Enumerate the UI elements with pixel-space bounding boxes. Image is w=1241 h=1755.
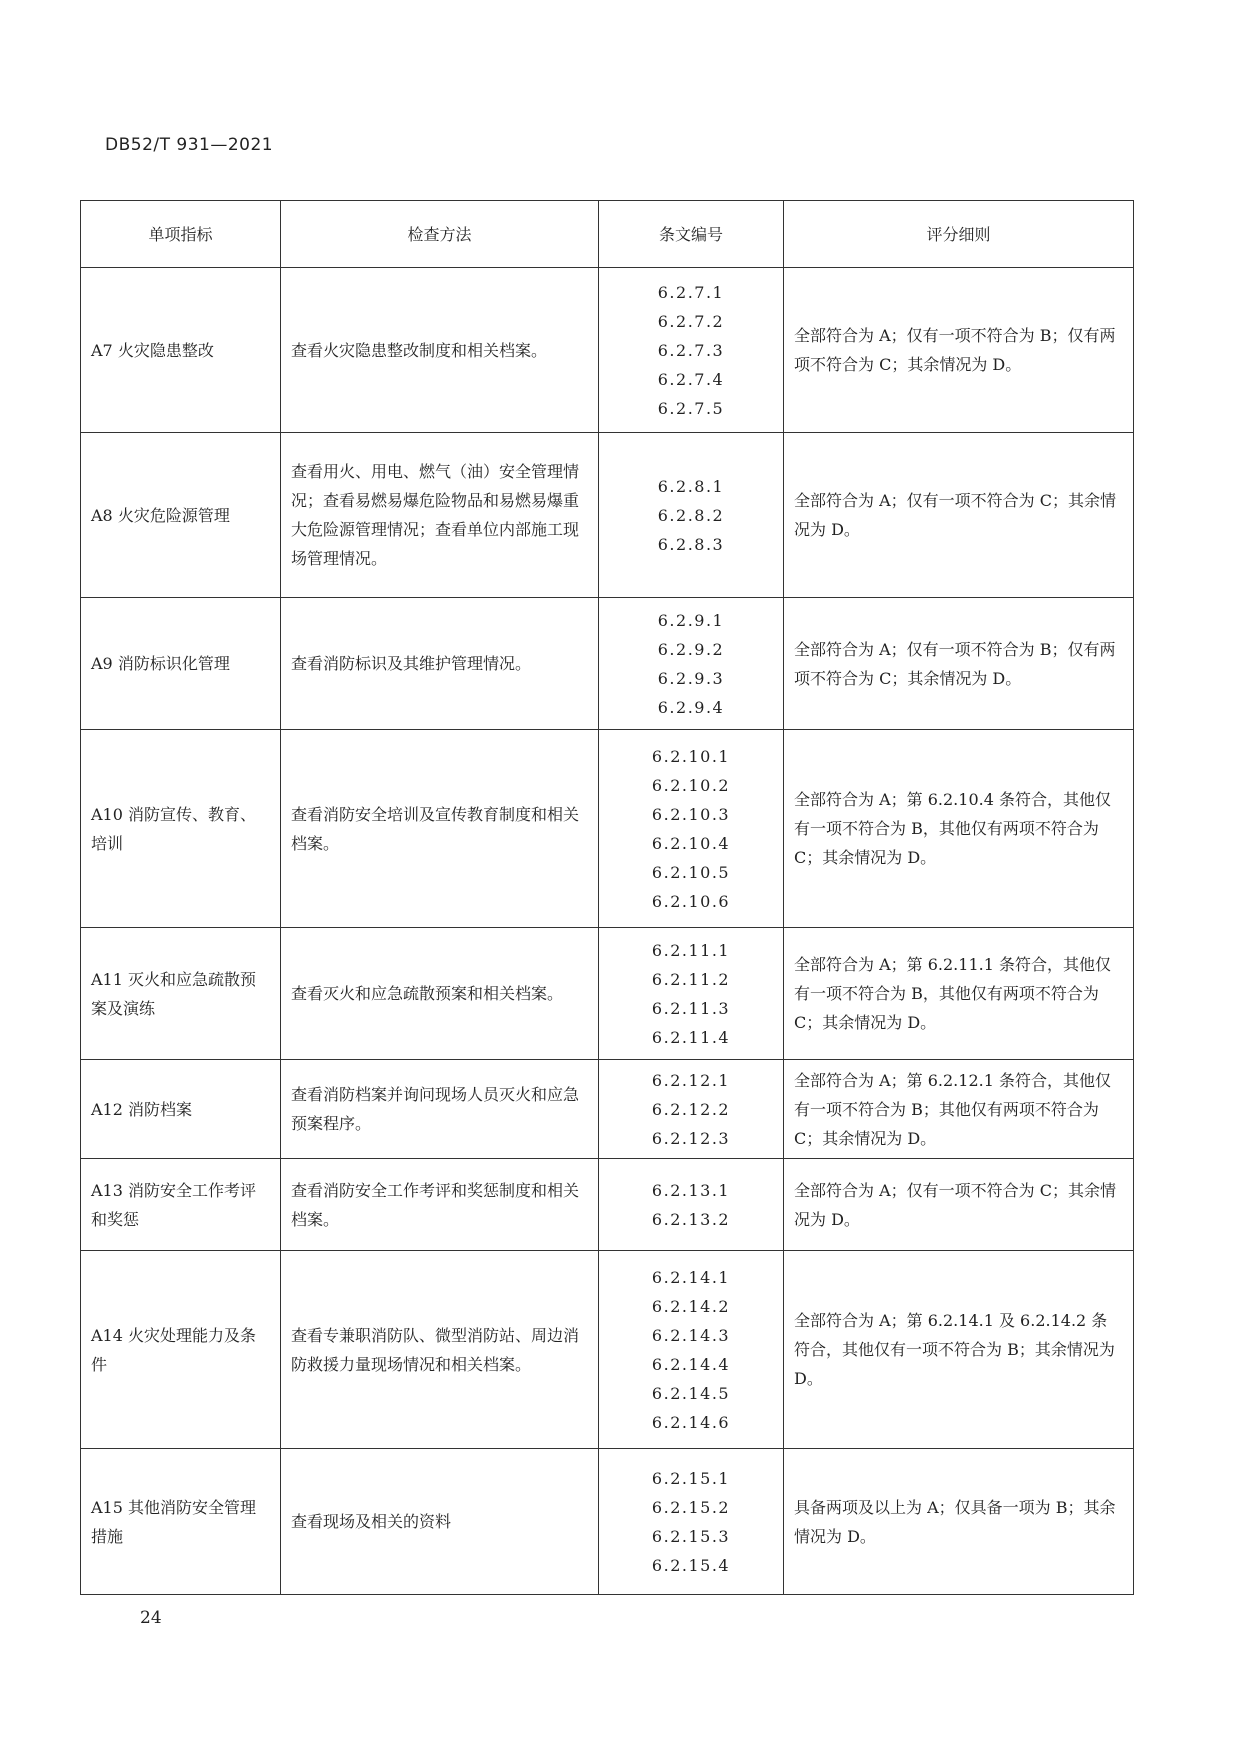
rules-cell: 全部符合为 A；仅有一项不符合为 C；其余情况为 D。	[784, 433, 1134, 598]
clause-cell	[599, 730, 784, 928]
clause-cell	[599, 1449, 784, 1595]
method-cell: 查看消防档案并询问现场人员灭火和应急预案程序。	[281, 1060, 599, 1159]
clause-number: 6.2.7.4	[657, 369, 725, 389]
clause-number: 6.2.11.1	[651, 940, 731, 960]
table-row	[81, 1449, 1134, 1595]
clause-number: 6.2.10.3	[651, 804, 731, 824]
table-row	[81, 1251, 1134, 1449]
clause-number: 6.2.9.3	[657, 668, 725, 688]
indicator-cell: A7 火灾隐患整改	[81, 268, 281, 433]
method-cell: 查看火灾隐患整改制度和相关档案。	[281, 268, 599, 433]
table-row	[81, 1060, 1134, 1159]
method-cell: 查看用火、用电、燃气（油）安全管理情况；查看易燃易爆危险物品和易燃易爆重大危险源管理情况；查看单位内部施工现场管理情况。	[281, 433, 599, 598]
table-row	[81, 268, 1134, 433]
indicator-cell: A13 消防安全工作考评和奖惩	[81, 1159, 281, 1251]
clause-number: 6.2.11.2	[651, 969, 731, 989]
clause-number: 6.2.8.3	[657, 534, 725, 554]
table-row	[81, 433, 1134, 598]
clause-number: 6.2.7.1	[657, 282, 725, 302]
clause-number: 6.2.15.1	[651, 1468, 731, 1488]
clause-number: 6.2.9.2	[657, 639, 725, 659]
column-header-method: 检查方法	[281, 201, 599, 268]
clause-number: 6.2.11.3	[651, 998, 731, 1018]
table-row	[81, 730, 1134, 928]
clause-number: 6.2.15.3	[651, 1526, 731, 1546]
clause-number: 6.2.9.1	[657, 610, 725, 630]
rules-cell: 全部符合为 A；第 6.2.12.1 条符合，其他仅有一项不符合为 B；其他仅有两项不符合为 C；其余情况为 D。	[784, 1060, 1134, 1159]
table-header-row	[81, 201, 1134, 268]
clause-number: 6.2.12.3	[651, 1128, 731, 1148]
clause-cell	[599, 928, 784, 1060]
clause-number: 6.2.10.2	[651, 775, 731, 795]
indicator-cell: A14 火灾处理能力及条件	[81, 1251, 281, 1449]
clause-cell	[599, 1159, 784, 1251]
rules-cell: 全部符合为 A；仅有一项不符合为 B；仅有两项不符合为 C；其余情况为 D。	[784, 268, 1134, 433]
indicator-cell: A9 消防标识化管理	[81, 598, 281, 730]
method-cell: 查看消防安全培训及宣传教育制度和相关档案。	[281, 730, 599, 928]
indicator-cell: A11 灭火和应急疏散预案及演练	[81, 928, 281, 1060]
method-cell: 查看消防安全工作考评和奖惩制度和相关档案。	[281, 1159, 599, 1251]
clause-number: 6.2.11.4	[651, 1027, 731, 1047]
clause-number: 6.2.13.1	[651, 1180, 731, 1200]
clause-number: 6.2.14.6	[651, 1412, 731, 1432]
clause-number: 6.2.12.1	[651, 1070, 731, 1090]
table-body	[81, 268, 1134, 1595]
table-row	[81, 1159, 1134, 1251]
rules-cell: 全部符合为 A；第 6.2.14.1 及 6.2.14.2 条符合，其他仅有一项不符合为 B；其余情况为 D。	[784, 1251, 1134, 1449]
clause-number: 6.2.7.2	[657, 311, 725, 331]
table-row	[81, 928, 1134, 1060]
column-header-clause: 条文编号	[599, 201, 784, 268]
method-cell: 查看专兼职消防队、微型消防站、周边消防救援力量现场情况和相关档案。	[281, 1251, 599, 1449]
clause-number: 6.2.14.4	[651, 1354, 731, 1374]
method-cell: 查看现场及相关的资料	[281, 1449, 599, 1595]
clause-number: 6.2.15.2	[651, 1497, 731, 1517]
indicator-cell: A15 其他消防安全管理措施	[81, 1449, 281, 1595]
rules-cell: 全部符合为 A；仅有一项不符合为 B；仅有两项不符合为 C；其余情况为 D。	[784, 598, 1134, 730]
clause-cell	[599, 598, 784, 730]
clause-number: 6.2.10.1	[651, 746, 731, 766]
clause-number: 6.2.15.4	[651, 1555, 731, 1575]
page-number: 24	[140, 1608, 162, 1628]
clause-number: 6.2.14.3	[651, 1325, 731, 1345]
clause-number: 6.2.8.2	[657, 505, 725, 525]
clause-number: 6.2.7.3	[657, 340, 725, 360]
clause-cell	[599, 1251, 784, 1449]
clause-number: 6.2.10.6	[651, 891, 731, 911]
method-cell: 查看灭火和应急疏散预案和相关档案。	[281, 928, 599, 1060]
clause-number: 6.2.13.2	[651, 1209, 731, 1229]
indicator-cell: A10 消防宣传、教育、培训	[81, 730, 281, 928]
scoring-table	[80, 200, 1134, 1595]
indicator-cell: A8 火灾危险源管理	[81, 433, 281, 598]
clause-number: 6.2.9.4	[657, 697, 725, 717]
rules-cell: 全部符合为 A；仅有一项不符合为 C；其余情况为 D。	[784, 1159, 1134, 1251]
table-row	[81, 598, 1134, 730]
rules-cell: 全部符合为 A；第 6.2.10.4 条符合，其他仅有一项不符合为 B，其他仅有两项不符合为 C；其余情况为 D。	[784, 730, 1134, 928]
column-header-rules: 评分细则	[784, 201, 1134, 268]
clause-number: 6.2.14.2	[651, 1296, 731, 1316]
method-cell: 查看消防标识及其维护管理情况。	[281, 598, 599, 730]
clause-number: 6.2.14.1	[651, 1267, 731, 1287]
rules-cell: 全部符合为 A；第 6.2.11.1 条符合，其他仅有一项不符合为 B，其他仅有两项不符合为 C；其余情况为 D。	[784, 928, 1134, 1060]
clause-number: 6.2.7.5	[657, 398, 725, 418]
clause-number: 6.2.14.5	[651, 1383, 731, 1403]
clause-cell	[599, 1060, 784, 1159]
clause-cell	[599, 268, 784, 433]
rules-cell: 具备两项及以上为 A；仅具备一项为 B；其余情况为 D。	[784, 1449, 1134, 1595]
clause-number: 6.2.10.4	[651, 833, 731, 853]
clause-number: 6.2.8.1	[657, 476, 725, 496]
document-code: DB52/T 931—2021	[105, 135, 274, 155]
indicator-cell: A12 消防档案	[81, 1060, 281, 1159]
column-header-indicator: 单项指标	[81, 201, 281, 268]
clause-number: 6.2.10.5	[651, 862, 731, 882]
clause-cell	[599, 433, 784, 598]
clause-number: 6.2.12.2	[651, 1099, 731, 1119]
